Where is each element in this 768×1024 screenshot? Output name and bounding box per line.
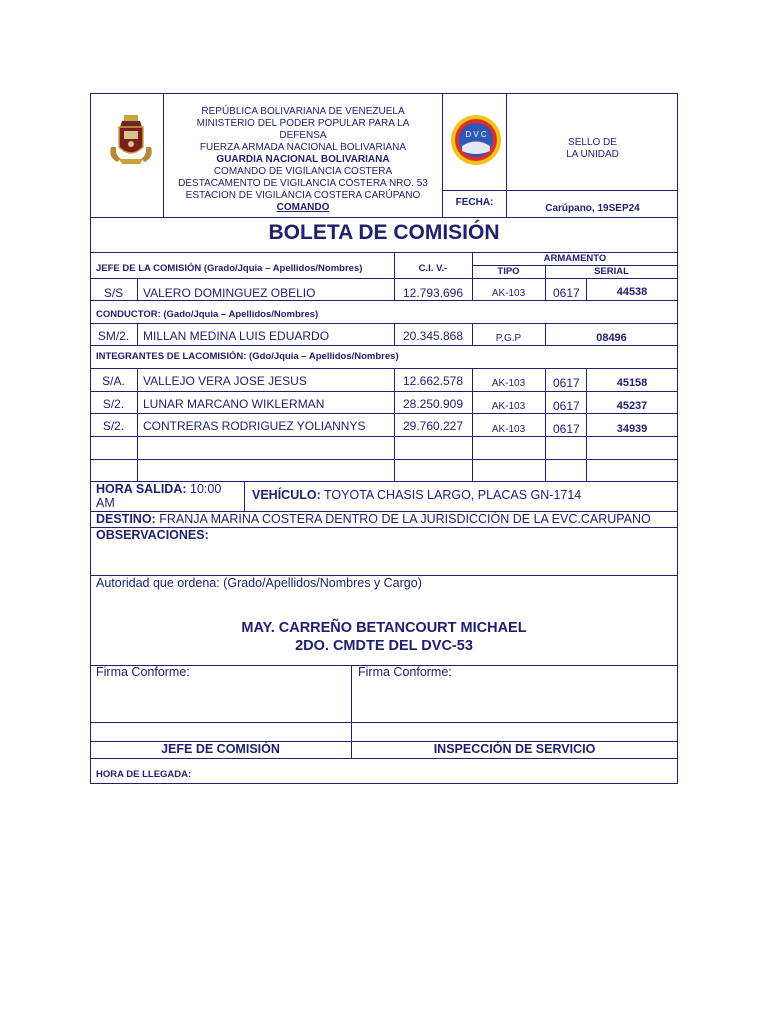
jefe-serial-prefix: 0617 [553, 286, 580, 300]
integrante-nombre: CONTRERAS RODRIGUEZ YOLIANNYS [143, 419, 366, 433]
integrante-ci: 12.662.578 [402, 374, 464, 388]
header-line-estacion: ESTACION DE VIGILANCIA COSTERA CARÚPANO [185, 190, 421, 201]
integrante-tipo: AK-103 [491, 378, 526, 389]
header-line-ministerio: MINISTERIO DEL PODER POPULAR PARA LA [196, 118, 410, 129]
hora-salida [96, 482, 242, 510]
autoridad-label: Autoridad que ordena: (Grado/Apellidos/Nombres y Cargo) [96, 576, 422, 590]
dvc-seal-logo [449, 113, 503, 167]
integrante-serial: 34939 [616, 423, 648, 435]
col-header-tipo: TIPO [497, 266, 520, 277]
conductor-ci: 20.345.868 [402, 329, 464, 343]
observaciones-label: OBSERVACIONES: [96, 528, 209, 542]
integrante-nombre: LUNAR MARCANO WIKLERMAN [143, 397, 325, 411]
integrante-ci: 28.250.909 [402, 397, 464, 411]
integrante-serial: 45237 [616, 400, 648, 412]
fecha-value: Carúpano, 19SEP24 [545, 203, 640, 214]
integrante-serial-prefix: 0617 [553, 376, 580, 390]
vehiculo [252, 488, 672, 502]
col-header-civ: C.I. V.- [418, 263, 448, 274]
col-header-armamento: ARMAMENTO [543, 253, 607, 264]
destino-value: FRANJA MARINA COSTERA DENTRO DE LA JURISDICCIÓN DE LA EVC.CARUPANO [159, 512, 651, 526]
boleta-document [90, 93, 678, 784]
autoridad-nombre: MAY. CARREÑO BETANCOURT MICHAEL [241, 620, 527, 636]
integrante-nombre: VALLEJO VERA JOSE JESUS [143, 374, 307, 388]
firma-conforme-jefe: Firma Conforme: [96, 665, 190, 679]
document-title: BOLETA DE COMISIÓN [268, 221, 500, 244]
hora-salida-label: HORA SALIDA: [96, 482, 187, 496]
integrante-ci: 29.760.227 [402, 419, 464, 433]
firma-conforme-inspeccion: Firma Conforme: [358, 665, 452, 679]
integrante-grado: S/A. [102, 374, 125, 388]
conductor-grado: SM/2. [97, 329, 130, 343]
destino [96, 512, 676, 526]
destino-label: DESTINO: [96, 512, 156, 526]
header-line-gnb: GUARDIA NACIONAL BOLIVARIANA [216, 154, 390, 165]
integrante-tipo: AK-103 [491, 401, 526, 412]
integrante-tipo: AK-103 [491, 424, 526, 435]
seal-placeholder [507, 137, 678, 161]
conductor-tipo: P.G.P [495, 333, 522, 344]
col-header-serial: SERIAL [594, 266, 629, 277]
conductor-nombre: MILLAN MEDINA LUIS EDUARDO [143, 329, 330, 343]
fecha-label: FECHA: [455, 197, 494, 208]
firma-role-jefe: JEFE DE COMISIÓN [161, 742, 280, 756]
header-institution-block [164, 106, 442, 214]
jefe-grado: S/S [103, 286, 124, 300]
vehiculo-value: TOYOTA CHASIS LARGO, PLACAS GN-1714 [324, 488, 582, 502]
integrante-serial-prefix: 0617 [553, 422, 580, 436]
seal-emblem-text: D V C [465, 130, 487, 139]
vehiculo-label: VEHÍCULO: [252, 488, 321, 502]
jefe-serial: 44538 [616, 286, 648, 298]
header-line-comando-vigilancia: COMANDO DE VIGILANCIA COSTERA [213, 166, 393, 177]
integrante-serial-prefix: 0617 [553, 399, 580, 413]
jefe-nombre: VALERO DOMINGUEZ OBELIO [143, 286, 316, 300]
header-line-destacamento: DESTACAMENTO DE VIGILANCIA COSTERA NRO. 53 [178, 178, 428, 189]
firma-role-inspeccion: INSPECCIÓN DE SERVICIO [433, 742, 596, 756]
integrante-grado: S/2. [102, 419, 125, 433]
conductor-serial: 08496 [596, 332, 627, 344]
conductor-label: CONDUCTOR: (Gado/Jquia – Apellidos/Nombres) [96, 309, 319, 320]
header-line-defensa: DEFENSA [279, 130, 327, 141]
jefe-ci: 12.793.696 [402, 286, 464, 300]
seal-label-line-2: LA UNIDAD [566, 149, 619, 160]
autoridad-cargo: 2DO. CMDTE DEL DVC-53 [295, 638, 473, 654]
hora-llegada-label: HORA DE LLEGADA: [96, 769, 192, 780]
header-line-republica: REPÚBLICA BOLIVARIANA DE VENEZUELA [201, 106, 405, 117]
jefe-tipo: AK-103 [491, 288, 526, 299]
header-line-fanb: FUERZA ARMADA NACIONAL BOLIVARIANA [199, 142, 407, 153]
integrantes-label: INTEGRANTES DE LACOMISIÓN: (Gdo/Jquia – Apellidos/Nombres) [96, 351, 399, 362]
col-header-jefe: JEFE DE LA COMISIÓN (Grado/Jquia – Apellidos/Nombres) [96, 263, 363, 274]
hora-salida-value: 10:00 AM [96, 482, 222, 510]
integrante-serial: 45158 [616, 377, 648, 389]
header-line-comando: COMANDO [276, 202, 330, 213]
emblem-logo [107, 113, 155, 167]
seal-label-line-1: SELLO DE [568, 137, 617, 148]
integrante-grado: S/2. [102, 397, 125, 411]
